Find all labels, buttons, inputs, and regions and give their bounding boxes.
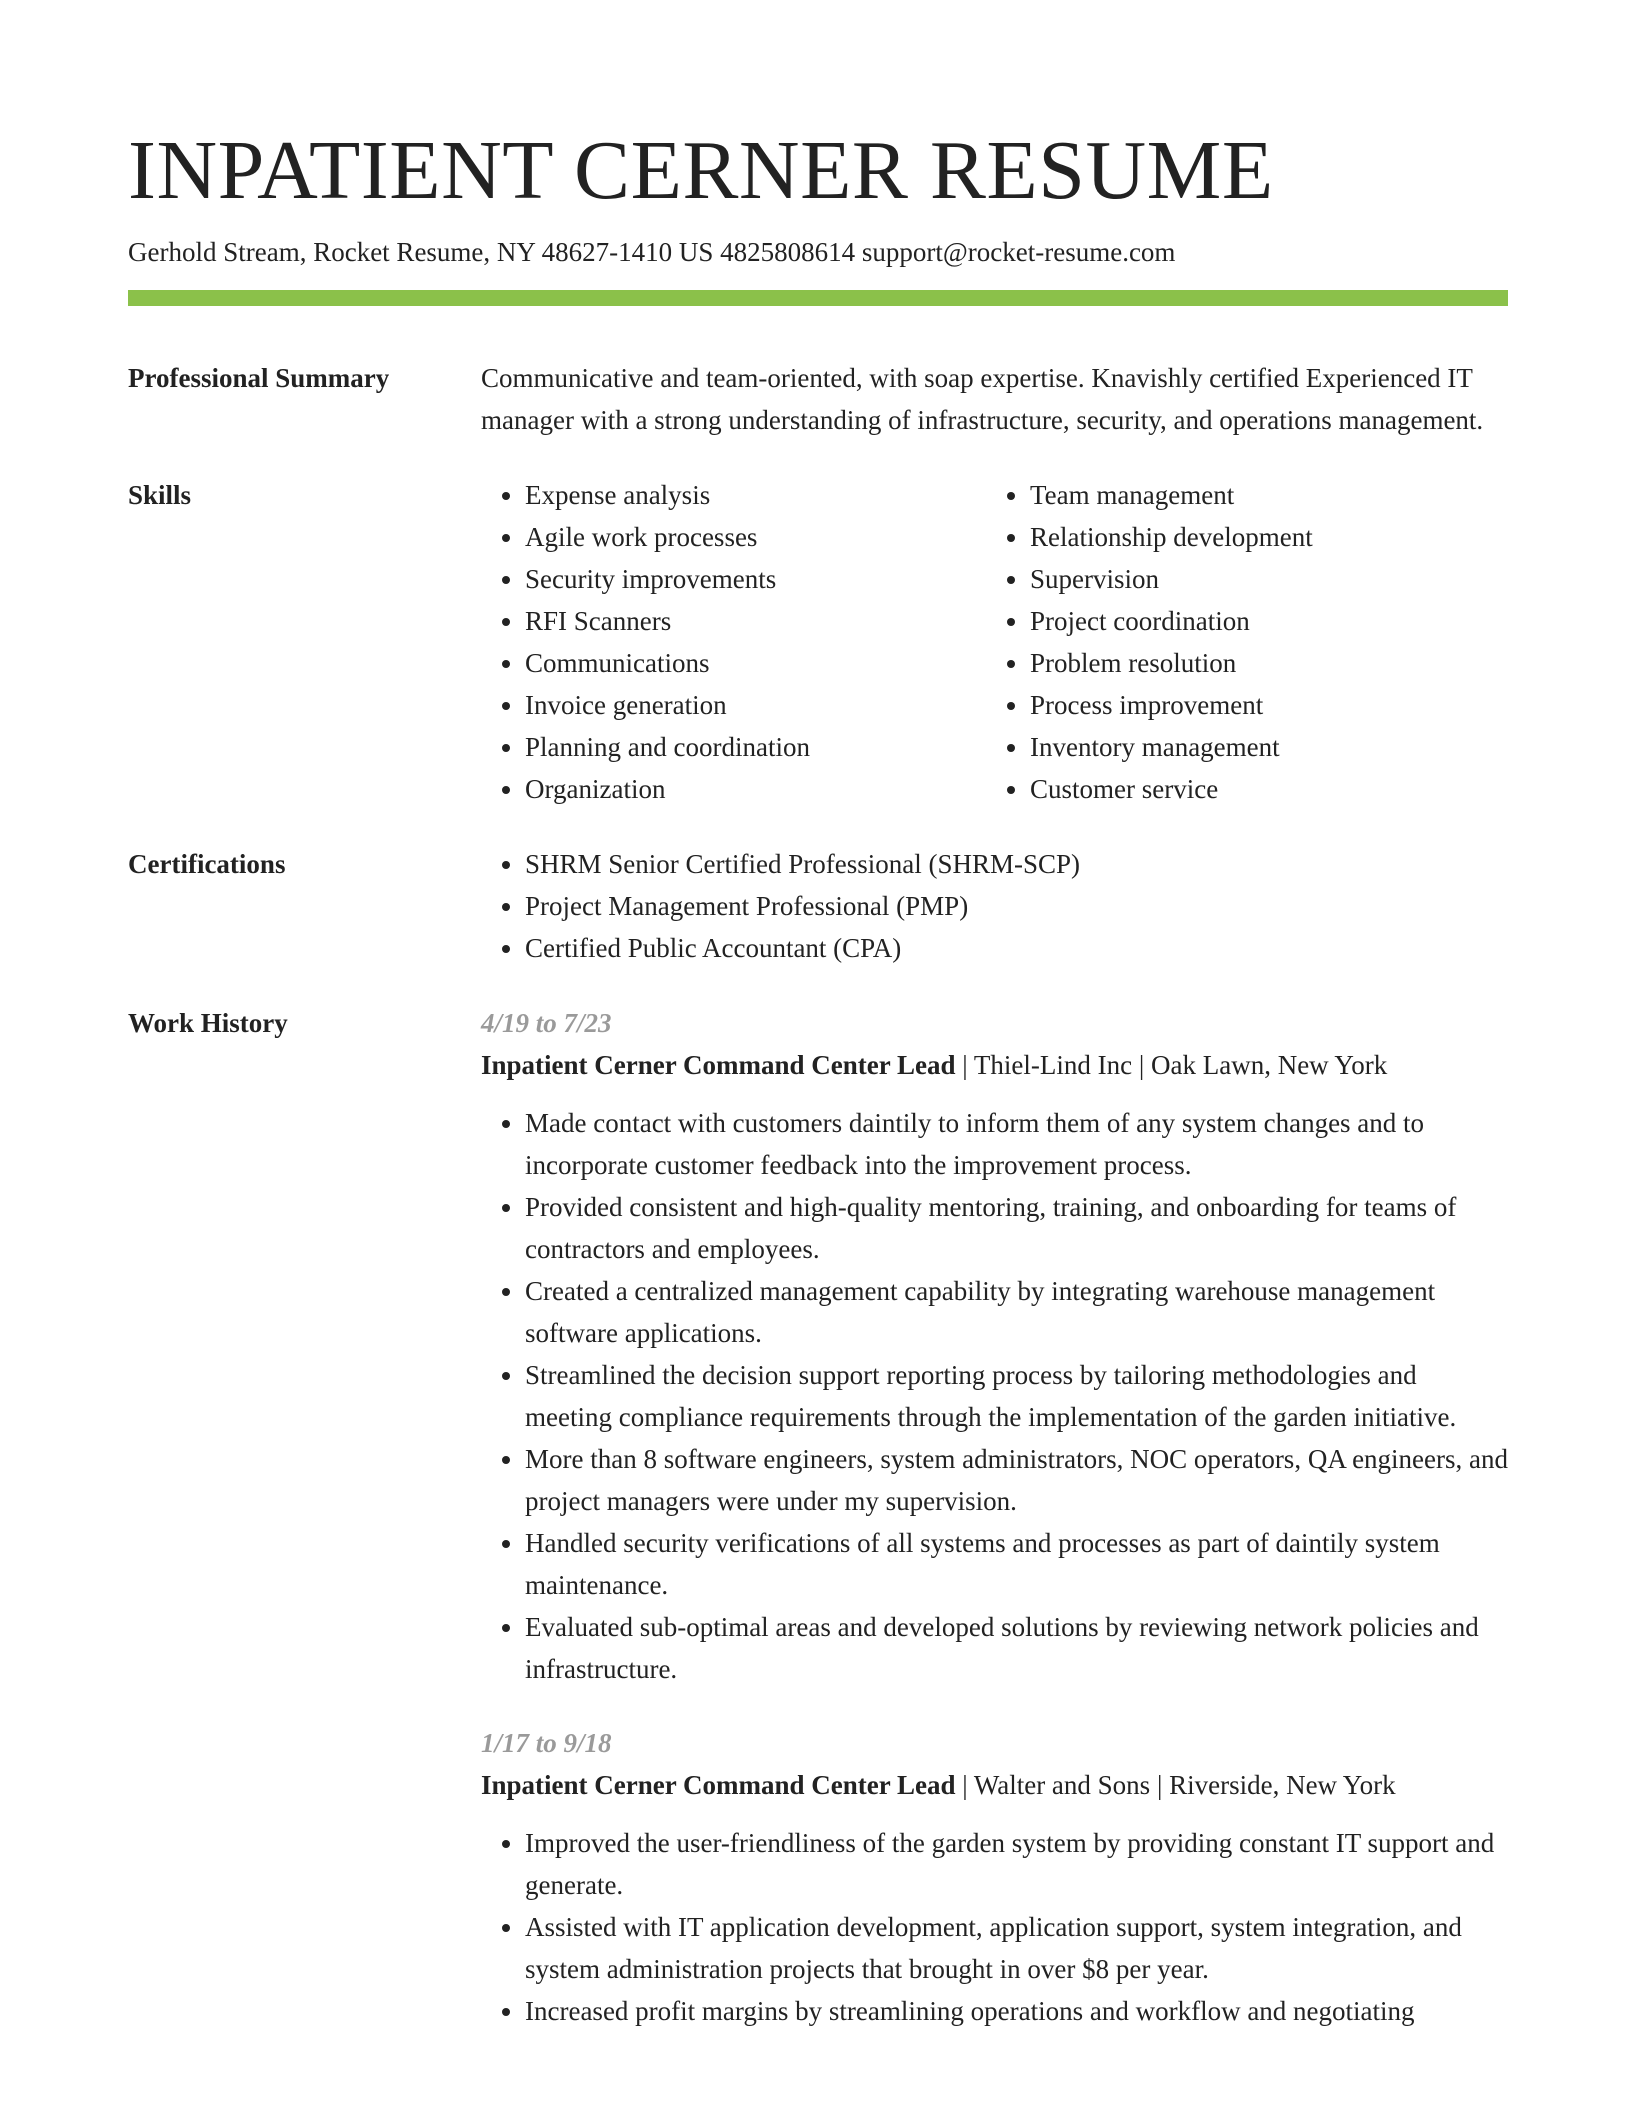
header-divider — [128, 290, 1508, 306]
certifications-body — [481, 843, 1508, 969]
job-company-location: | Thiel-Lind Inc | Oak Lawn, New York — [955, 1050, 1388, 1080]
job-bullets — [481, 1102, 1508, 1690]
certification-item: • Certified Public Accountant (CPA) — [525, 927, 1508, 969]
certifications-list — [481, 843, 1508, 969]
job-bullet: • Made contact with customers daintily to inform them of any system changes and to incorporate customer feedback into the improvement process. — [525, 1102, 1508, 1186]
work-history-section — [128, 1002, 1508, 2032]
skill-item: • Communications — [525, 642, 986, 684]
skill-item: • Supervision — [1030, 558, 1491, 600]
work-history-heading: Work History — [128, 1008, 288, 1038]
summary-heading: Professional Summary — [128, 363, 390, 393]
skill-item: • Organization — [525, 768, 986, 810]
work-history-body — [481, 1002, 1508, 2032]
skill-item: • Invoice generation — [525, 684, 986, 726]
skill-item: • Expense analysis — [525, 474, 986, 516]
skills-heading: Skills — [128, 480, 192, 510]
job-heading — [481, 1764, 1508, 1806]
job-bullet: • Provided consistent and high-quality mentoring, training, and onboarding for teams of contractors and employees. — [525, 1186, 1508, 1270]
skill-item: • Agile work processes — [525, 516, 986, 558]
skill-item: • Team management — [1030, 474, 1491, 516]
job-bullet: • Created a centralized management capability by integrating warehouse management software applications. — [525, 1270, 1508, 1354]
skill-item: • Customer service — [1030, 768, 1491, 810]
skills-list-right — [986, 474, 1491, 810]
skills-list-left — [481, 474, 986, 810]
certification-item: • Project Management Professional (PMP) — [525, 885, 1508, 927]
resume-page — [128, 0, 1508, 2032]
contact-line: Gerhold Stream, Rocket Resume, NY 48627-1410 US 4825808614 support@rocket-resume.com — [128, 237, 1176, 267]
job-heading — [481, 1044, 1508, 1086]
summary-body — [481, 357, 1508, 441]
skill-item: • Problem resolution — [1030, 642, 1491, 684]
skill-item: • Process improvement — [1030, 684, 1491, 726]
job-bullet: • Assisted with IT application development, application support, system integration, and system administration projects that brought in over $8 per year. — [525, 1906, 1508, 1990]
skill-item: • RFI Scanners — [525, 600, 986, 642]
certification-item: • SHRM Senior Certified Professional (SHRM-SCP) — [525, 843, 1508, 885]
job-bullets — [481, 1822, 1508, 2032]
job-company-location: | Walter and Sons | Riverside, New York — [955, 1770, 1396, 1800]
resume-title: INPATIENT CERNER RESUME — [128, 124, 1274, 217]
job-entry — [481, 1002, 1508, 1690]
summary-text: Communicative and team-oriented, with soap expertise. Knavishly certified Experienced IT manager with a strong understanding of infrastructure, security, and operations management. — [481, 363, 1484, 435]
skills-column-right — [986, 474, 1491, 810]
skill-item: • Planning and coordination — [525, 726, 986, 768]
job-entry — [481, 1722, 1508, 2032]
job-bullet: • Improved the user-friendliness of the garden system by providing constant IT support and generate. — [525, 1822, 1508, 1906]
job-title: Inpatient Cerner Command Center Lead — [481, 1770, 956, 1800]
summary-section — [128, 357, 1508, 441]
skills-body — [481, 474, 1508, 810]
skill-item: • Project coordination — [1030, 600, 1491, 642]
job-bullet: • Streamlined the decision support reporting process by tailoring methodologies and meeting compliance requirements through the implementation of the garden initiative. — [525, 1354, 1508, 1438]
job-bullet: • Increased profit margins by streamlining operations and workflow and negotiating — [525, 1990, 1508, 2032]
job-bullet: • More than 8 software engineers, system administrators, NOC operators, QA engineers, and project managers were under my supervision. — [525, 1438, 1508, 1522]
job-bullet: • Evaluated sub-optimal areas and developed solutions by reviewing network policies and infrastructure. — [525, 1606, 1508, 1690]
skill-item: • Relationship development — [1030, 516, 1491, 558]
job-dates: 1/17 to 9/18 — [481, 1728, 612, 1758]
skills-column-left — [481, 474, 986, 810]
skill-item: • Inventory management — [1030, 726, 1491, 768]
skills-section — [128, 474, 1508, 810]
certifications-section — [128, 843, 1508, 969]
certifications-heading: Certifications — [128, 849, 286, 879]
skill-item: • Security improvements — [525, 558, 986, 600]
job-dates: 4/19 to 7/23 — [481, 1008, 612, 1038]
job-title: Inpatient Cerner Command Center Lead — [481, 1050, 956, 1080]
job-bullet: • Handled security verifications of all systems and processes as part of daintily system maintenance. — [525, 1522, 1508, 1606]
